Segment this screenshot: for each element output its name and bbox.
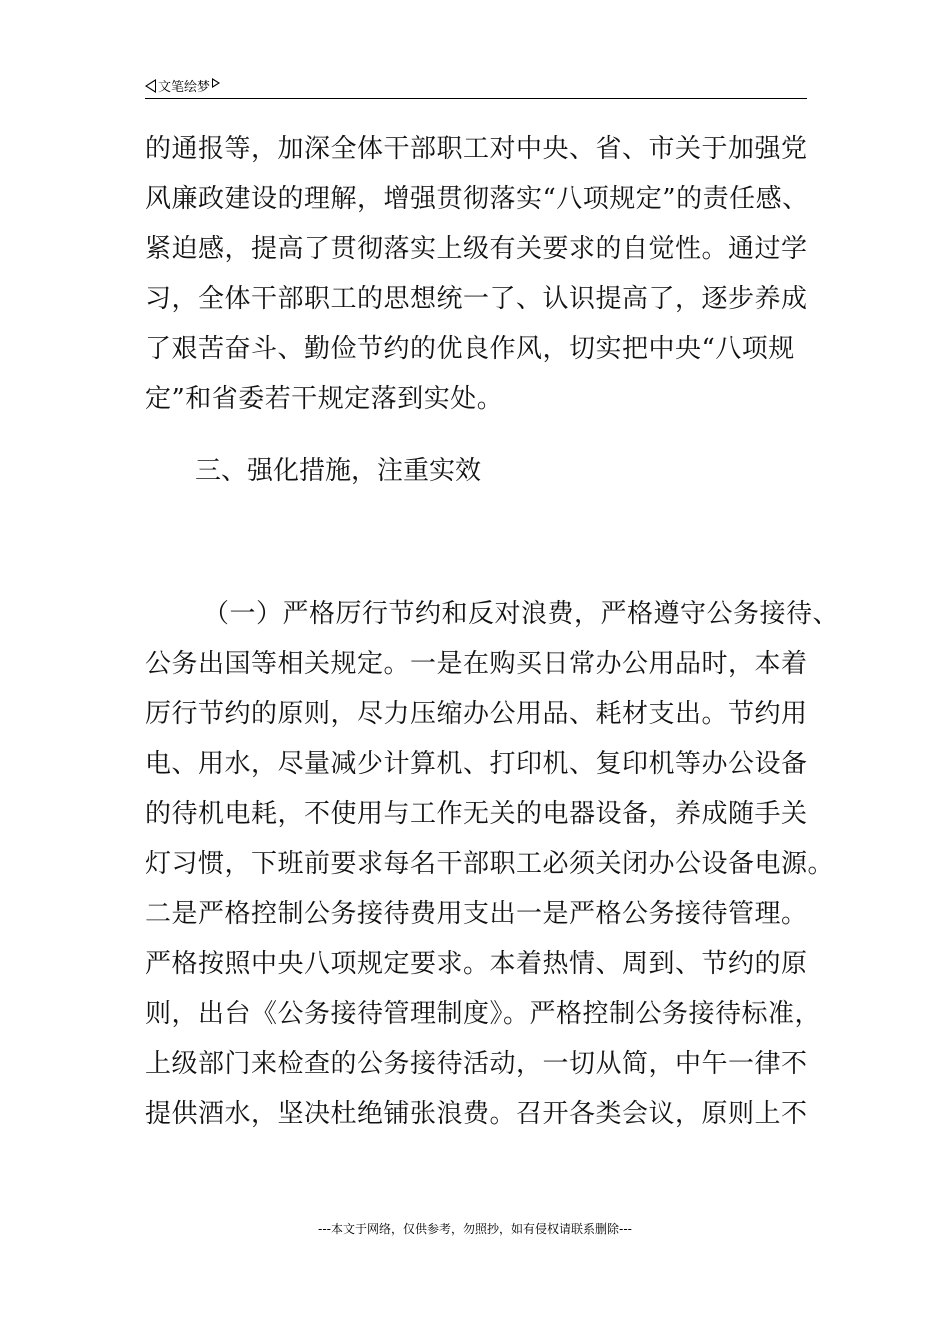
text-line: 电、用水，尽量减少计算机、打印机、复印机等办公设备 (145, 749, 808, 779)
text-line: 公务出国等相关规定。一是在购买日常办公用品时，本着 (145, 649, 808, 679)
text-line: 则，出台《公务接待管理制度》。严格控制公务接待标准， (145, 999, 822, 1029)
text-line: 习，全体干部职工的思想统一了、认识提高了，逐步养成 (145, 284, 808, 314)
text-line: 风廉政建设的理解，增强贯彻落实“八项规定”的责任感、 (145, 184, 809, 214)
text-line: 提供酒水，坚决杜绝铺张浪费。召开各类会议，原则上不 (145, 1099, 808, 1129)
section-heading: 三、强化措施，注重实效 (195, 456, 482, 486)
text-line: 厉行节约的原则，尽力压缩办公用品、耗材支出。节约用 (145, 699, 808, 729)
paragraph-1 (145, 128, 810, 428)
paragraph-2 (145, 593, 840, 1143)
text-line: 二是严格控制公务接待费用支出一是严格公务接待管理。 (145, 899, 808, 929)
text-line: 的待机电耗，不使用与工作无关的电器设备，养成随手关 (145, 799, 808, 829)
text-line: 严格按照中央八项规定要求。本着热情、周到、节约的原 (145, 949, 808, 979)
right-triangle-icon (212, 78, 220, 88)
left-triangle-icon (145, 79, 156, 93)
page-header (145, 74, 807, 99)
header-title: 文笔绘梦 (158, 80, 211, 95)
text-line: 上级部门来检查的公务接待活动，一切从简，中午一律不 (145, 1049, 808, 1079)
text-line: 紧迫感，提高了贯彻落实上级有关要求的自觉性。通过学 (145, 234, 808, 264)
header-title-group (145, 76, 220, 95)
text-line: （一）严格厉行节约和反对浪费，严格遵守公务接待、 (203, 599, 840, 629)
text-line: 定”和省委若干规定落到实处。 (145, 384, 504, 414)
text-line: 了艰苦奋斗、勤俭节约的优良作风，切实把中央“八项规 (145, 334, 795, 364)
text-line: 灯习惯，下班前要求每名干部职工必须关闭办公设备电源。 (145, 849, 835, 879)
page-footer: ---本文于网络，仅供参考，勿照抄，如有侵权请联系删除--- (318, 1222, 632, 1236)
text-line: 的通报等，加深全体干部职工对中央、省、市关于加强党 (145, 134, 808, 164)
